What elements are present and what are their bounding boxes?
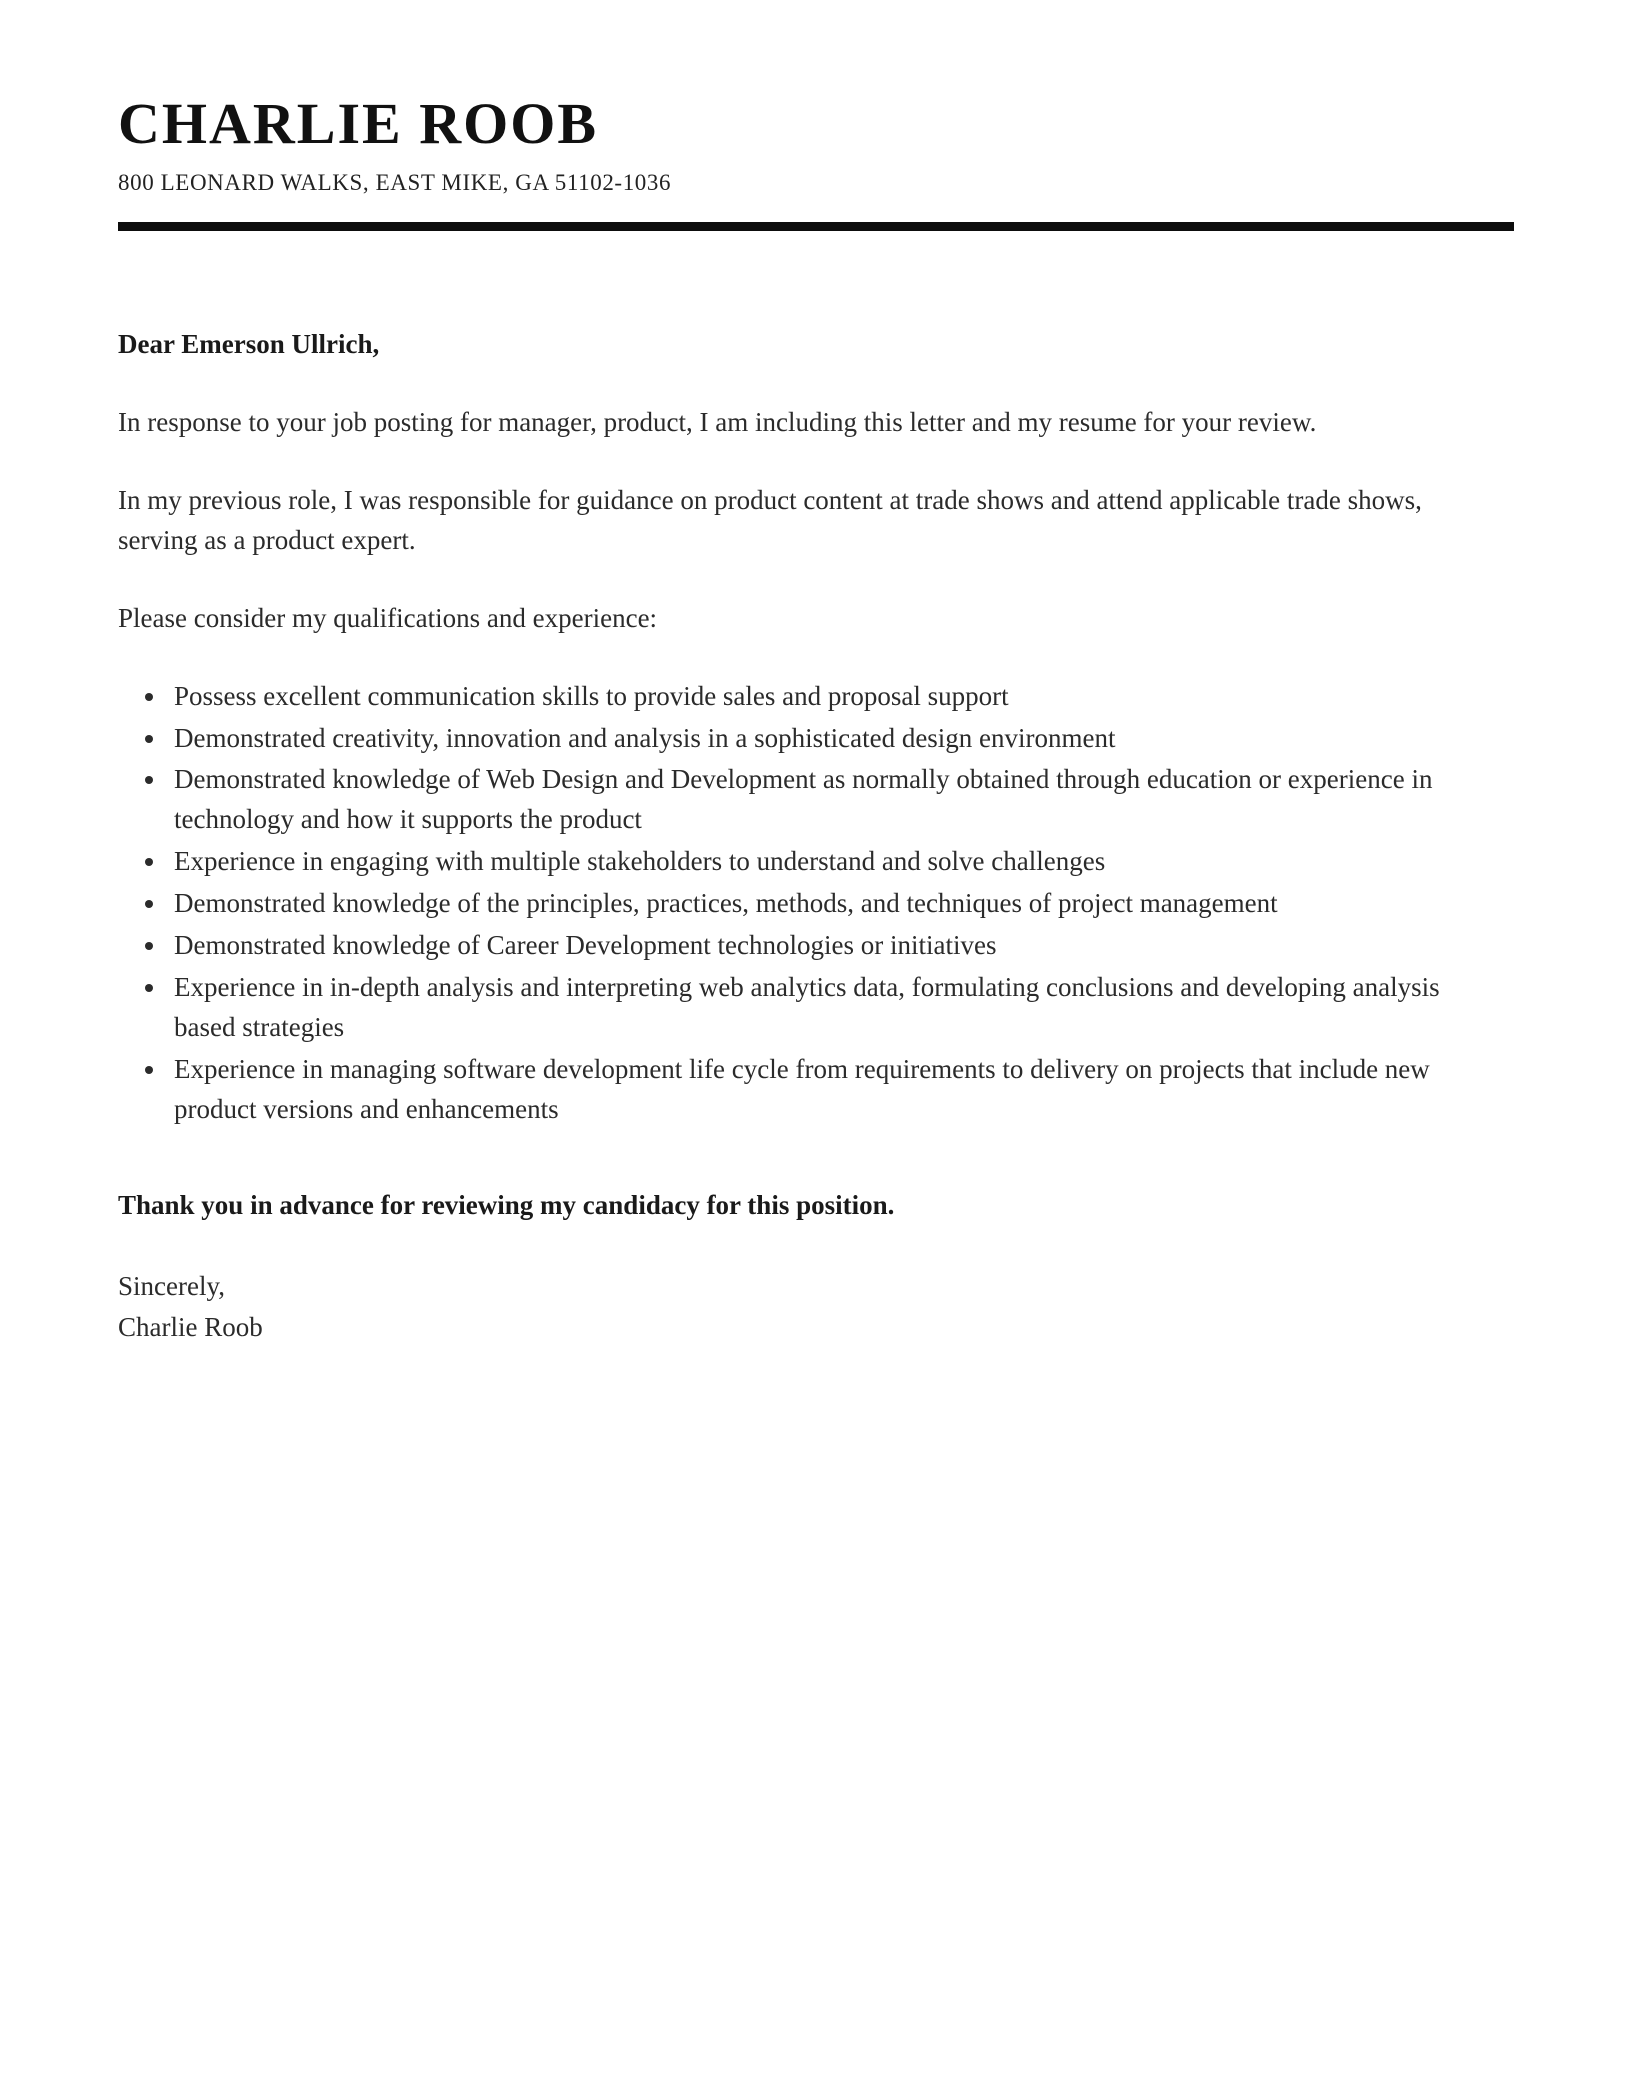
qualification-item: • Experience in in-depth analysis and interpreting web analytics data, formulating conclusions and developing analysis based strategies [168, 968, 1506, 1048]
qualification-item: • Experience in engaging with multiple stakeholders to understand and solve challenges [168, 842, 1506, 882]
closing-statement: Thank you in advance for reviewing my candidacy for this position. [118, 1190, 895, 1221]
signature-name: Charlie Roob [118, 1311, 263, 1342]
qualification-item: • Possess excellent communication skills to provide sales and proposal support [168, 677, 1506, 717]
qualifications-list [146, 677, 1506, 1130]
paragraph-qualifications-lead: Please consider my qualifications and experience: [118, 602, 658, 633]
letter-header [118, 78, 1514, 231]
qualification-item: • Demonstrated knowledge of Career Development technologies or initiatives [168, 926, 1506, 966]
paragraph-previous-role: In my previous role, I was responsible for guidance on product content at trade shows and attend applicable trade shows, serving as a product expert. [118, 484, 1422, 555]
qualification-item: • Demonstrated creativity, innovation and analysis in a sophisticated design environment [168, 719, 1506, 759]
qualification-item: • Demonstrated knowledge of Web Design and Development as normally obtained through education or experience in technology and how it supports the product [168, 760, 1506, 840]
qualification-item: • Experience in managing software development life cycle from requirements to delivery on projects that include new product versions and enhancements [168, 1050, 1506, 1130]
letter-body [118, 325, 1514, 1347]
signoff: Sincerely, [118, 1271, 225, 1301]
salutation: Dear Emerson Ullrich, [118, 328, 380, 359]
paragraph-intro: In response to your job posting for manager, product, I am including this letter and my resume for your review. [118, 406, 1317, 437]
sender-address: 800 LEONARD WALKS, EAST MIKE, GA 51102-1036 [118, 169, 672, 195]
sender-name: CHARLIE ROOB [118, 91, 599, 156]
header-divider [118, 222, 1514, 231]
qualification-item: • Demonstrated knowledge of the principles, practices, methods, and techniques of project management [168, 884, 1506, 924]
signoff-block [118, 1266, 1514, 1347]
